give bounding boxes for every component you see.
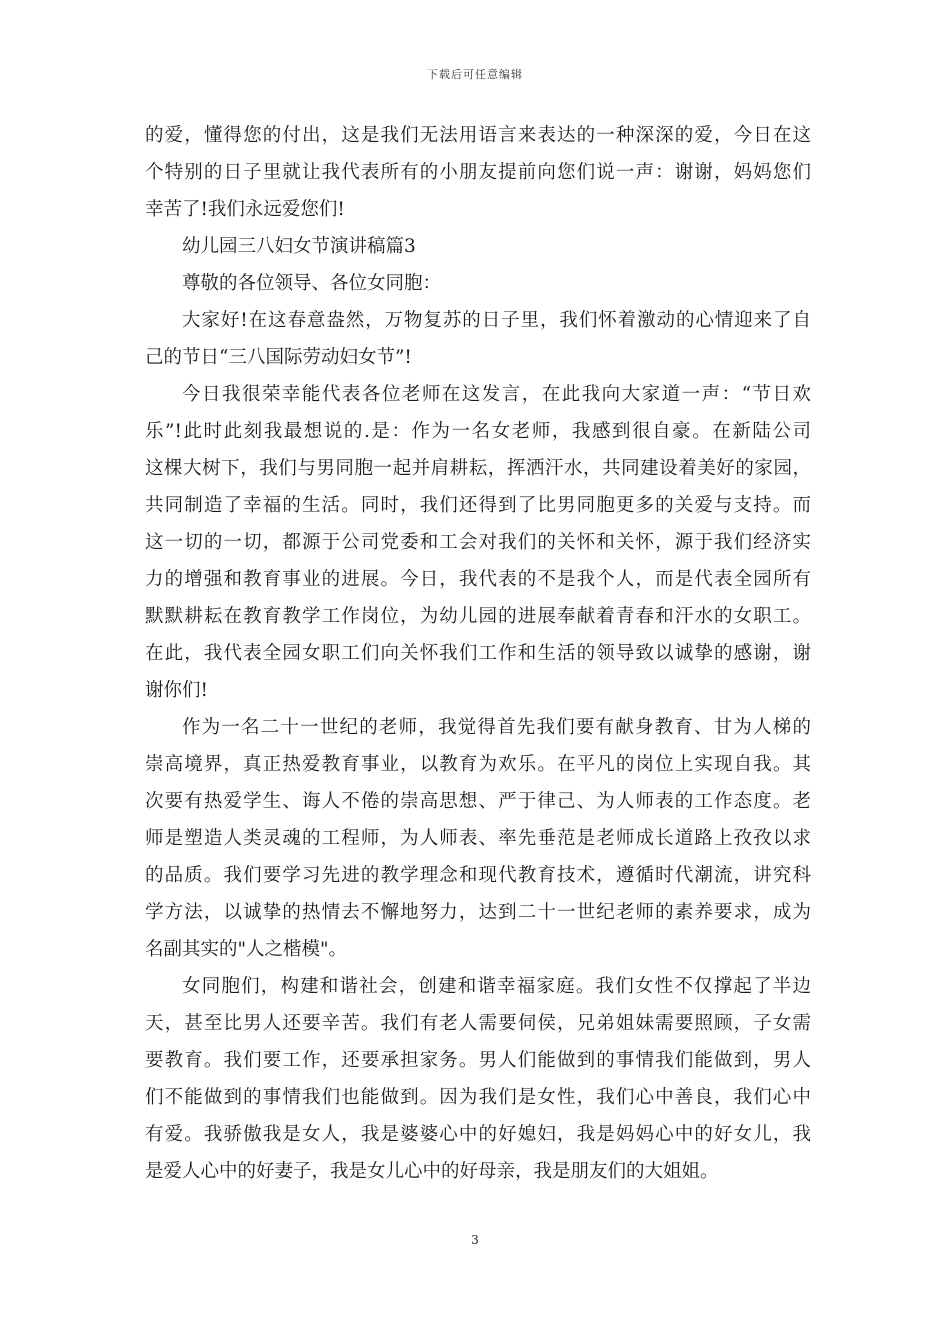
text-line: 的爱，懂得您的付出，这是我们无法用语言来表达的一种深深的爱，今日在这 (145, 125, 811, 146)
text-line: 这棵大树下，我们与男同胞一起并肩耕耘，挥洒汗水，共同建设着美好的家园， (145, 458, 811, 479)
text-line: 乐”!此时此刻我最想说的.是：作为一名女老师，我感到很自豪。在新陆公司 (145, 421, 811, 442)
text-line: 默默耕耘在教育教学工作岗位，为幼儿园的进展奉献着青春和汗水的女职工。 (145, 606, 811, 627)
text-line: 女同胞们，构建和谐社会，创建和谐幸福家庭。我们女性不仅撑起了半边 (182, 976, 811, 997)
text-line: 共同制造了幸福的生活。同时，我们还得到了比男同胞更多的关爱与支持。而 (145, 495, 811, 516)
text-line: 师是塑造人类灵魂的工程师，为人师表、率先垂范是老师成长道路上孜孜以求 (145, 828, 811, 849)
text-line: 己的节日“三八国际劳动妇女节”! (145, 347, 412, 368)
text-line: 力的增强和教育事业的进展。今日，我代表的不是我个人，而是代表全园所有 (145, 569, 811, 590)
text-line: 崇高境界，真正热爱教育事业，以教育为欢乐。在平凡的岗位上实现自我。其 (145, 754, 811, 775)
page-header: 下载后可任意编辑 (427, 68, 523, 81)
document-body (145, 117, 811, 1190)
text-line: 天，甚至比男人还要辛苦。我们有老人需要伺侯，兄弟姐妹需要照顾，子女需 (145, 1013, 811, 1034)
page-number: 3 (471, 1233, 479, 1247)
text-line: 学方法，以诚挚的热情去不懈地努力，达到二十一世纪老师的素养要求，成为 (145, 902, 811, 923)
text-line: 是爱人心中的好妻子，我是女儿心中的好母亲，我是朋友们的大姐姐。 (145, 1161, 719, 1182)
text-line: 幸苦了!我们永远爱您们! (145, 199, 345, 220)
text-line: 要教育。我们要工作，还要承担家务。男人们能做到的事情我们能做到，男人 (145, 1050, 811, 1071)
text-line: 个特别的日子里就让我代表所有的小朋友提前向您们说一声：谢谢，妈妈您们 (145, 162, 811, 183)
text-line: 谢你们! (145, 680, 208, 701)
text-line: 名副其实的"人之楷模"。 (145, 939, 348, 960)
text-line: 有爱。我骄傲我是女人，我是婆婆心中的好媳妇，我是妈妈心中的好女儿，我 (145, 1124, 811, 1145)
text-line: 的品质。我们要学习先进的教学理念和现代教育技术，遵循时代潮流，讲究科 (145, 865, 811, 886)
text-line: 次要有热爱学生、诲人不倦的崇高思想、严于律己、为人师表的工作态度。老 (145, 791, 811, 812)
text-line: 作为一名二十一世纪的老师，我觉得首先我们要有献身教育、甘为人梯的 (182, 717, 811, 738)
text-line: 今日我很荣幸能代表各位老师在这发言，在此我向大家道一声：“节日欢 (182, 384, 811, 405)
text-line: 这一切的一切，都源于公司党委和工会对我们的关怀和关怀，源于我们经济实 (145, 532, 811, 553)
text-line: 大家好!在这春意盎然，万物复苏的日子里，我们怀着激动的心情迎来了自 (182, 310, 811, 331)
text-line: 在此，我代表全园女职工们向关怀我们工作和生活的领导致以诚挚的感谢，谢 (145, 643, 811, 664)
text-line: 们不能做到的事情我们也能做到。因为我们是女性，我们心中善良，我们心中 (145, 1087, 811, 1108)
salutation: 尊敬的各位领导、各位女同胞： (182, 273, 442, 294)
section-title: 幼儿园三八妇女节演讲稿篇3 (182, 236, 416, 257)
